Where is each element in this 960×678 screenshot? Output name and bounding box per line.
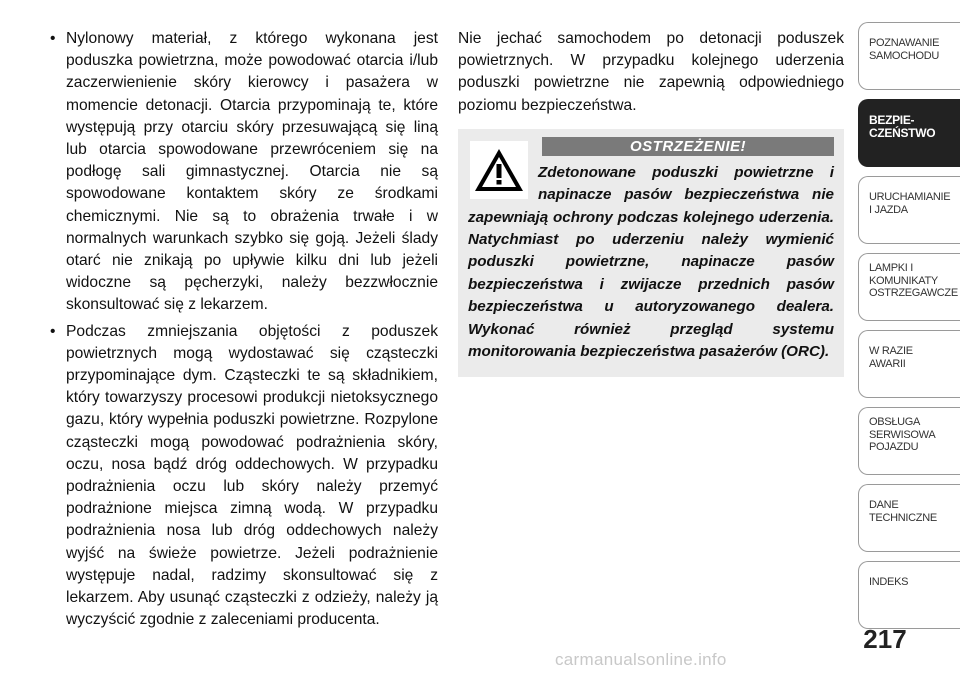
list-item <box>50 321 438 632</box>
watermark: carmanualsonline.info <box>555 650 727 669</box>
bullet-text: Nylonowy materiał, z którego wykonana jest poduszka powietrzna, może powodować otarcia i/lub zaczerwienienie skóry kierowcy i pasażera w momencie detonacji. Otarcia przypominają te, które występują przy otarciu skóry przesuwającą się liną lub otarcia spowodowane przewróceniem się na podłogę sali gimnastycznej. Otarcia nie są spowodowane kontaktem skóry ze środkami chemicznymi. Nie są to obrażenia trwałe i w normalnych warunkach szybko się goją. Jeżeli ślady otarć nie znikają po upływie kilku dni lub jeżeli widoczne są pęcherzyki, należy bezzwłocznie skonsultować się z lekarzem. <box>66 30 438 314</box>
left-column <box>50 28 438 631</box>
warning-title: OSTRZEŻENIE! <box>542 137 834 156</box>
tab-label: URUCHAMIANIE I JAZDA <box>869 191 951 216</box>
tab-dane-techniczne[interactable] <box>858 484 960 552</box>
tab-label: LAMPKI I KOMUNIKATY OSTRZEGAWCZE <box>869 262 958 299</box>
tab-label: OBSŁUGA SERWISOWA POJAZDU <box>869 416 936 453</box>
bullet-list <box>50 28 438 631</box>
right-column <box>458 28 844 377</box>
list-item <box>50 28 438 317</box>
bullet-text: Podczas zmniejszania objętości z poduszek powietrznych mogą wydostawać się cząsteczki przypominające dym. Cząsteczki te są składnikiem, który towarzyszy procesowi produkcji nietoksycznego gazu, który wypełnia poduszki powietrzne. Rozpylone cząsteczki mogą powodować podrażnienia skóry, oczu, nosa bądź dróg oddechowych. W przypadku podrażnienia oczu lub skóry należy przemyć podrażnione miejsca zimną wodą. W przypadku podrażnienia nosa lub dróg oddechowych należy wyjść na świeże powietrze. Jeżeli podrażnienie występuje nadal, radzimy skonsultować się z lekarzem. Aby usunąć cząsteczki z odzieży, należy ją wyczyścić zgodnie z zaleceniami producenta. <box>66 322 438 629</box>
tab-w-razie-awarii[interactable] <box>858 330 960 398</box>
tab-indeks[interactable] <box>858 561 960 629</box>
tab-label: DANE TECHNICZNE <box>869 499 937 524</box>
tab-label: POZNAWANIE SAMOCHODU <box>869 37 940 62</box>
warning-text: Zdetonowane poduszki powietrzne i napinacze pasów bezpieczeństwa nie zapewniają ochrony podczas kolejnego uderzenia. Natychmiast po uderzeniu należy wymienić poduszki powietrzne, napinacze pasów bezpieczeństwa i zwijacze przednich pasów bezpieczeństwa u autoryzowanego dealera. Wykonać również przegląd systemu monitorowania bezpieczeństwa pasażerów (ORC). <box>468 163 834 361</box>
tab-uruchamianie-i-jazda[interactable] <box>858 176 960 244</box>
tab-label: BEZPIE- CZEŃSTWO <box>869 113 936 140</box>
bullet-icon: • <box>50 30 56 47</box>
warning-triangle-icon <box>470 141 528 199</box>
tab-poznawanie-samochodu[interactable] <box>858 22 960 90</box>
warning-box <box>458 129 844 378</box>
tab-obsluga-serwisowa[interactable] <box>858 407 960 475</box>
tab-label: W RAZIE AWARII <box>869 345 913 370</box>
bullet-icon: • <box>50 322 56 340</box>
tab-lampki-i-komunikaty[interactable] <box>858 253 960 321</box>
intro-paragraph: Nie jechać samochodem po detonacji poduszek powietrznych. W przypadku kolejnego uderzenia poduszki powietrzne nie zapewnią odpowiedniego poziomu bezpieczeństwa. <box>458 30 844 114</box>
chapter-tabs <box>858 22 960 638</box>
tab-bezpieczenstwo[interactable] <box>858 99 960 167</box>
page-number: 217 <box>863 624 907 654</box>
tab-label: INDEKS <box>869 576 909 588</box>
